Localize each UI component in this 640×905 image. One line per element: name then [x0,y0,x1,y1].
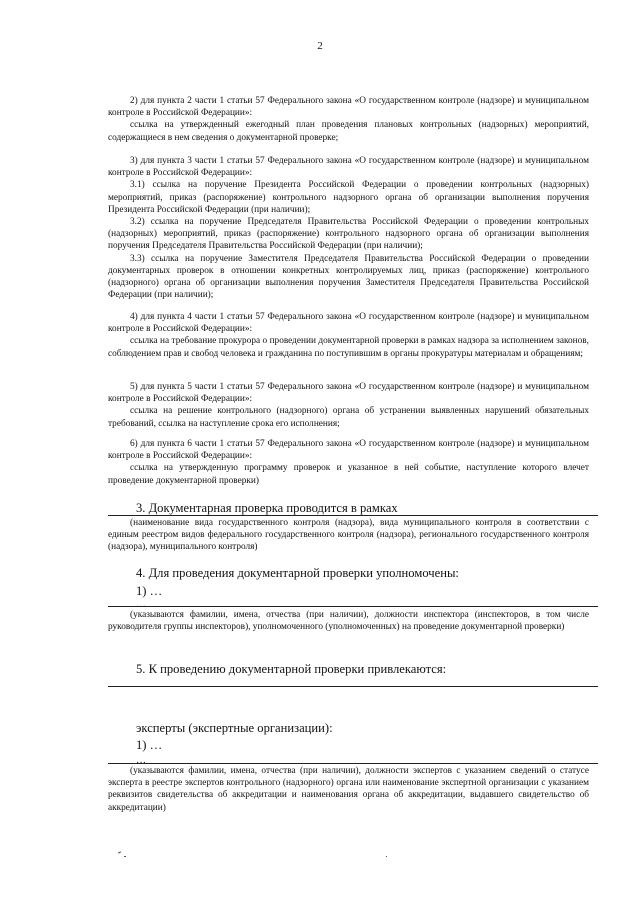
section-5-note [108,765,589,814]
clause-6 [108,438,589,487]
scan-speck [124,856,126,857]
section-3-fill-line [108,515,598,516]
clause-3-heading: 3) для пункта 3 части 1 статьи 57 Федерального закона «О государственном контроле (надзоре) и муниципальном контроле в Российской Федерации»: [108,156,589,179]
clause-3-3-text: 3.3) ссылка на поручение Заместителя Председателя Правительства Российской Федерации о проведении документарных проверок в отношении конкретных контролируемых лиц, приказ (распоряжение) контрольного (надзорного) органа об организации выполнения поручения Заместителя Председателя Правительства Российской Федерации (при наличии); [108,253,589,301]
clause-5-text: ссылка на решение контрольного (надзорного) органа об устранении выявленных нарушений обязательных требований, ссылка на наступление срока его исполнения; [108,406,589,429]
section-4-heading: 4. Для проведения документарной проверки уполномочены: [136,566,459,580]
section-3-note-text: (наименование вида государственного контроля (надзора), вида муниципального контроля в соответствии с единым реестром видов федерального государственного контроля (надзора), регионального государственного контроля (надзора), муниципального контроля) [108,518,589,553]
section-5-note-text: (указываются фамилии, имена, отчества (при наличии), должности экспертов с указанием сведений о статусе эксперта в реестре экспертов контрольного (надзорного) органа или наименование экспертной организации с указанием реквизитов свидетельства об аккредитации и наименования органа об аккредитации, выдавшего свидетельство об аккредитации) [108,766,589,813]
section-5-item-1: 1) … [136,738,163,752]
section-4-item-2: … [136,599,146,610]
section-4-fill-line [108,606,598,607]
clause-3-1-text: 3.1) ссылка на поручение Президента Российской Федерации о проведении контрольных (надзорных) мероприятий, приказ (распоряжение) контрольного надзорного органа об организации выполнения поручения Президента Российской Федерации (при наличии); [108,180,589,215]
clause-2 [108,95,589,144]
section-3-note [108,517,589,554]
experts-label: эксперты (экспертные организации): [136,721,333,735]
section-4-item-1: 1) … [136,584,163,598]
clause-4-heading: 4) для пункта 4 части 1 статьи 57 Федерального закона «О государственном контроле (надзоре) и муниципальном контроле в Российской Федерации»: [108,312,589,335]
clause-4-text: ссылка на требование прокурора о проведении документарной проверки в рамках надзора за исполнением законов, соблюдением прав и свобод человека и гражданина по поступившим в органы прокуратуры материалам и обращениям; [108,336,589,359]
clause-6-text: ссылка на утвержденную программу проверок и указанное в ней событие, наступление которого влечет проведение документарной проверки) [108,463,589,486]
clause-4 [108,311,589,360]
section-5-heading: 5. К проведению документарной проверки привлекаются: [136,662,447,676]
scan-speck [386,856,387,857]
section-5-item-2: … [136,755,146,766]
section-3-heading: 3. Документарная проверка проводится в рамках [136,501,398,515]
clause-3-2-text: 3.2) ссылка на поручение Председателя Правительства Российской Федерации о проведении контрольных (надзорных) мероприятий, приказ (распоряжение) контрольного надзорного органа об организации выполнения поручения Председателя Правительства Российской Федерации (при наличии); [108,217,589,252]
clause-3 [108,155,589,301]
clause-5 [108,381,589,430]
section-5-fill-line [108,686,598,687]
clause-2-text: ссылка на утвержденный ежегодный план проведения плановых контрольных (надзорных) мероприятий, содержащиеся в нем сведения о документарной проверке; [108,120,589,143]
clause-5-heading: 5) для пункта 5 части 1 статьи 57 Федерального закона «О государственном контроле (надзоре) и муниципальном контроле в Российской Федерации»: [108,382,589,405]
clause-6-heading: 6) для пункта 6 части 1 статьи 57 Федерального закона «О государственном контроле (надзоре) и муниципальном контроле в Российской Федерации»: [108,439,589,462]
clause-2-heading: 2) для пункта 2 части 1 статьи 57 Федерального закона «О государственном контроле (надзоре) и муниципальном контроле в Российской Федерации»: [108,96,589,119]
page-number: 2 [317,40,323,52]
section-4-note-text: (указываются фамилии, имена, отчества (при наличии), должности инспектора (инспекторов, в том числе руководителя группы инспекторов), уполномоченного (уполномоченных) на проведение документарной проверки) [108,610,589,633]
section-5-experts-fill-line [108,763,598,764]
scan-speck [118,851,121,853]
section-4-note [108,609,589,633]
